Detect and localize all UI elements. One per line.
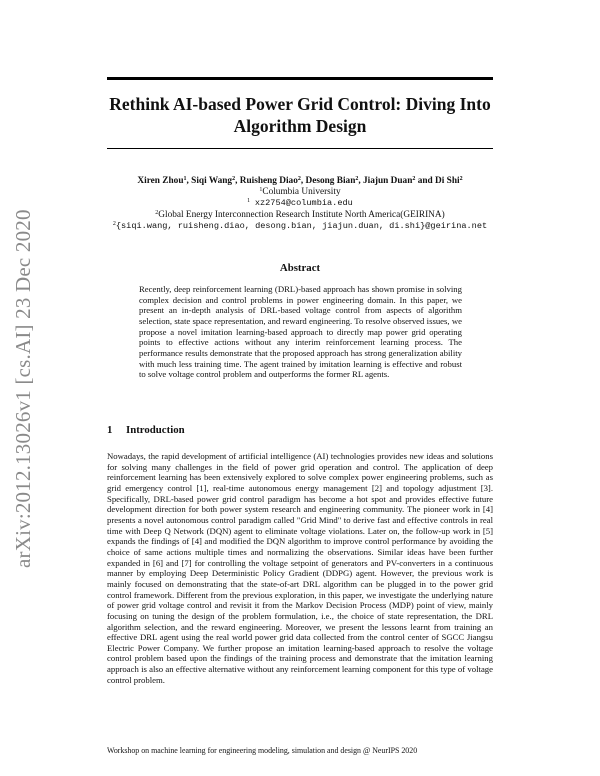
affiliation-1 bbox=[60, 187, 540, 198]
affiliation-mark: 1 bbox=[259, 187, 263, 193]
author-affiliation-mark: 2 bbox=[459, 176, 463, 182]
author-name: Xiren Zhou bbox=[137, 176, 184, 186]
author-name: Jiajun Duan bbox=[363, 176, 413, 186]
author-separator: , bbox=[235, 176, 240, 186]
venue-footnote: Workshop on machine learning for engineering modeling, simulation and design @ NeurIPS 2020 bbox=[107, 746, 418, 755]
author-separator: and bbox=[415, 176, 436, 186]
title-line-1: Rethink AI-based Power Grid Control: Diving Into bbox=[109, 94, 491, 114]
author-name: Siqi Wang bbox=[191, 176, 233, 186]
affiliation-2-email bbox=[60, 221, 540, 232]
affiliation-mark: 2 bbox=[155, 210, 159, 216]
top-rule bbox=[107, 77, 493, 80]
section-title: Introduction bbox=[126, 424, 185, 436]
section-heading-introduction bbox=[107, 424, 185, 436]
email-address: xz2754@columbia.edu bbox=[254, 198, 353, 208]
affiliation-name: Columbia University bbox=[262, 187, 341, 197]
affiliation-mark: 1 bbox=[247, 198, 251, 204]
author-separator: , bbox=[358, 176, 364, 186]
author-affiliation-mark: 2 bbox=[232, 176, 236, 182]
affiliation-mark: 2 bbox=[112, 221, 116, 227]
affiliation-1-email bbox=[60, 198, 540, 209]
author-affiliation-mark: 2 bbox=[355, 176, 359, 182]
author-affiliation-mark: 1 bbox=[183, 176, 187, 182]
introduction-text: Nowadays, the rapid development of artificial intelligence (AI) technologies provides new ideas and solutions for solving many challenges in the field of power grid operation and control. The application of deep reinforcement learning has been extensively explored to solve complex power engineering problems, such as grid emergency control [1], real-time autonomous energy management [2] and topology adjustment [3]. Specifically, DRL-based power grid control paradigm has become a hot spot and provides effective future development direction for both power system research and engineering community. The pioneer work in [4] presents a novel autonomous control paradigm called "Grid Mind" to derive fast and effective controls in real time with Deep Q Network (DQN) agent to eliminate voltage violations. Later on, the follow-up work in [5] expands the findings of [4] and modified the DQN algorithm to improve control performance by avoiding the choice of same actions multiple times and normalizing the observations. Similar ideas have been further expanded in [6] and [7] for controlling the voltage setpoint of generators and PV-converters in a continuous manner by employing Deep Deterministic Policy Gradient (DDPG) agent. However, the previous work is mainly focused on demonstrating that the state-of-art DRL algorithm can be plugged in to the power grid control framework. Different from the previous exploration, in this paper, we investigate the underlying nature of power grid voltage control and revisit it from the Markov Decision Process (MDP) point of view, mainly focusing on tuning the design of the problem formulation, i.e., the choice of state representation, the DRL algorithm selection, and the reward engineering. Moreover, we present the lessons learnt from training an effective DRL agent using the real world power grid data collected from the control center of SGCC Jiangsu Electric Power Company. We further propose an imitation learning-based approach to resolve the voltage control problem based upon the findings of the training process and demonstrate that the imitation learning approach is also an effective alternative without any reinforcement learning component for this type of voltage control problem. bbox=[107, 451, 493, 685]
title-line-2: Algorithm Design bbox=[233, 116, 367, 136]
author-name: Ruisheng Diao bbox=[239, 176, 298, 186]
bottom-title-rule bbox=[107, 148, 493, 149]
affiliation-2 bbox=[60, 210, 540, 221]
affiliation-name: Global Energy Interconnection Research Institute North America(GEIRINA) bbox=[158, 210, 445, 220]
author-separator: , bbox=[186, 176, 192, 186]
author-affiliation-mark: 2 bbox=[412, 176, 416, 182]
email-address: {siqi.wang, ruisheng.diao, desong.bian, jiajun.duan, di.shi}@geirina.net bbox=[115, 221, 488, 231]
paper-title bbox=[100, 93, 500, 137]
author-name: Desong Bian bbox=[305, 176, 356, 186]
arxiv-identifier-stamp: arXiv:2012.13026v1 [cs.AI] 23 Dec 2020 bbox=[11, 209, 35, 568]
abstract-heading: Abstract bbox=[279, 262, 321, 274]
abstract-text: Recently, deep reinforcement learning (DRL)-based approach has shown promise in solving complex decision and control problems in power engineering domain. In this paper, we present an in-depth analysis of DRL-based voltage control from aspects of algorithm selection, state space representation, and reward engineering. To resolve observed issues, we propose a novel imitation learning-based approach to directly map power grid operating points to effective actions without any interim reinforcement learning process. The performance results demonstrate that the proposed approach has strong generalization ability with much less training time. The agent trained by imitation learning is effective and robust to solve voltage control problem and outperforms the former RL agents. bbox=[139, 284, 462, 380]
author-separator: , bbox=[300, 176, 306, 186]
section-number: 1 bbox=[107, 424, 113, 436]
author-name: Di Shi bbox=[435, 176, 460, 186]
author-affiliation-mark: 2 bbox=[297, 176, 301, 182]
author-list bbox=[60, 176, 540, 187]
